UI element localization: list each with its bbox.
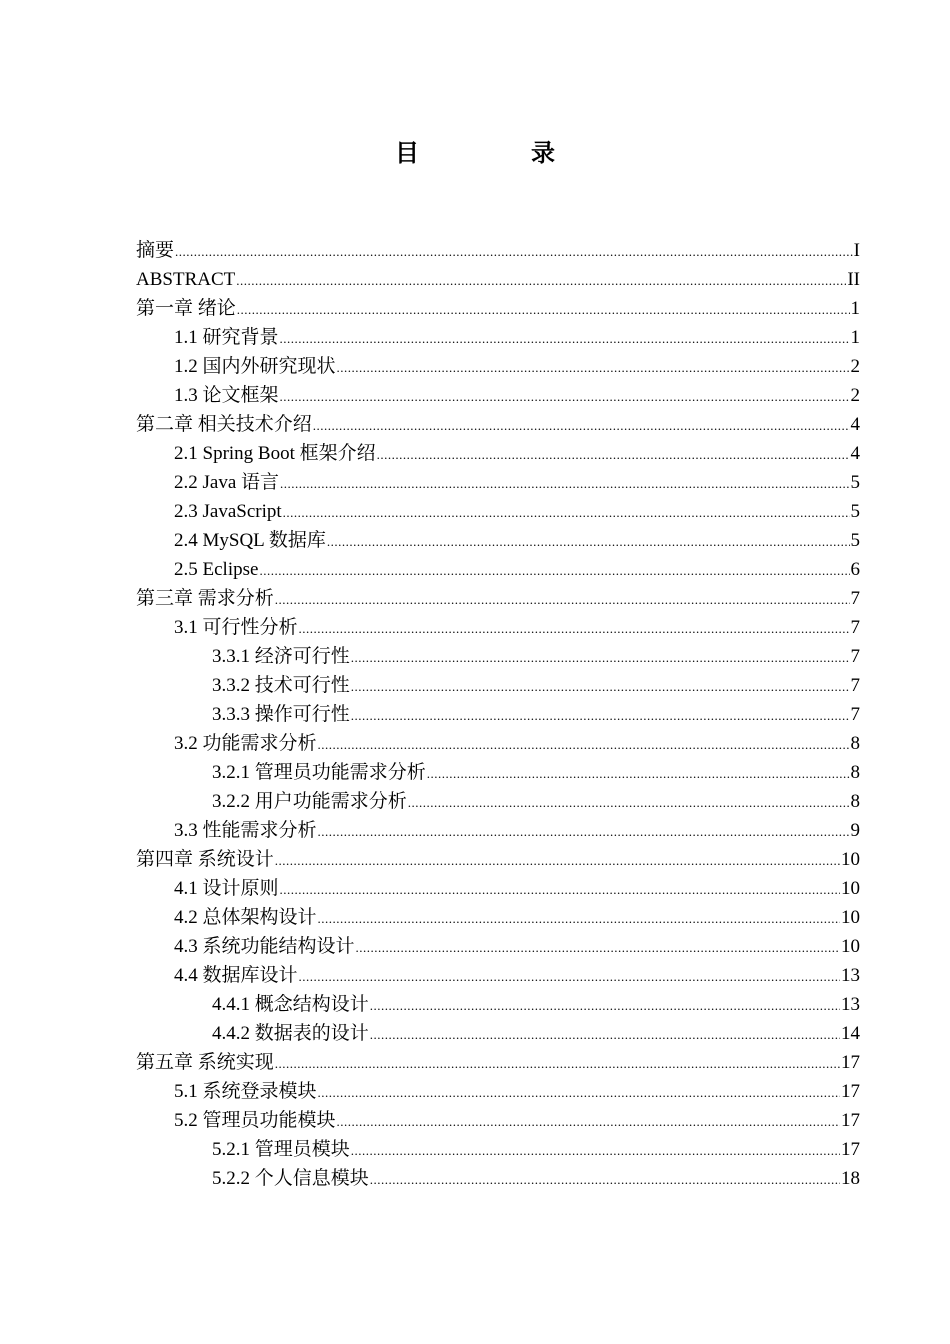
- toc-leader-dots: [318, 817, 850, 846]
- toc-entry[interactable]: [136, 1019, 860, 1048]
- toc-entry-label: 3.3.2 技术可行性: [212, 675, 350, 696]
- toc-entry-page: 17: [841, 1081, 860, 1102]
- toc-entry-label: 2.5 Eclipse: [174, 559, 259, 580]
- toc-entry-page: 4: [850, 443, 860, 464]
- table-of-contents: [136, 236, 860, 1193]
- toc-entry-page: 5: [850, 501, 860, 522]
- toc-entry-label: 3.3 性能需求分析: [174, 820, 317, 841]
- toc-leader-dots: [318, 730, 850, 759]
- toc-entry-label: 4.1 设计原则: [174, 878, 279, 899]
- toc-entry-label: ABSTRACT: [136, 269, 236, 290]
- toc-entry-page: 7: [850, 646, 860, 667]
- toc-entry[interactable]: [136, 584, 860, 613]
- toc-entry[interactable]: [136, 555, 860, 584]
- toc-entry-label: 第三章 需求分析: [136, 588, 274, 609]
- toc-leader-dots: [337, 353, 850, 382]
- toc-entry-page: 7: [850, 675, 860, 696]
- toc-leader-dots: [351, 643, 850, 672]
- toc-entry-label: 4.4 数据库设计: [174, 965, 298, 986]
- toc-entry[interactable]: [136, 932, 860, 961]
- toc-title: 目 录: [395, 139, 599, 167]
- toc-entry[interactable]: [136, 613, 860, 642]
- toc-entry-page: 2: [850, 385, 860, 406]
- toc-leader-dots: [337, 1107, 840, 1136]
- toc-entry-page: 17: [841, 1139, 860, 1160]
- toc-entry[interactable]: [136, 1135, 860, 1164]
- toc-entry[interactable]: [136, 497, 860, 526]
- toc-leader-dots: [275, 585, 850, 614]
- toc-entry-label: 5.1 系统登录模块: [174, 1081, 317, 1102]
- toc-entry-label: 第四章 系统设计: [136, 849, 274, 870]
- toc-entry-page: 13: [841, 994, 860, 1015]
- toc-entry-label: 1.2 国内外研究现状: [174, 356, 336, 377]
- toc-entry-label: 3.2 功能需求分析: [174, 733, 317, 754]
- toc-entry[interactable]: [136, 961, 860, 990]
- toc-entry-page: 17: [841, 1052, 860, 1073]
- toc-entry-page: I: [853, 240, 860, 261]
- toc-entry-label: 1.3 论文框架: [174, 385, 279, 406]
- toc-entry[interactable]: [136, 526, 860, 555]
- toc-leader-dots: [259, 556, 849, 585]
- toc-entry-label: 第一章 绪论: [136, 298, 236, 319]
- toc-entry-page: 10: [841, 907, 860, 928]
- toc-leader-dots: [408, 788, 850, 817]
- toc-entry-page: 14: [841, 1023, 860, 1044]
- toc-leader-dots: [275, 1049, 840, 1078]
- toc-entry[interactable]: [136, 1164, 860, 1193]
- toc-leader-dots: [283, 498, 850, 527]
- toc-entry-page: II: [847, 269, 860, 290]
- toc-entry-label: 5.2 管理员功能模块: [174, 1110, 336, 1131]
- toc-entry-page: 5: [850, 530, 860, 551]
- toc-leader-dots: [275, 846, 840, 875]
- toc-entry-label: 4.3 系统功能结构设计: [174, 936, 355, 957]
- toc-entry-label: 5.2.1 管理员模块: [212, 1139, 350, 1160]
- toc-entry[interactable]: [136, 323, 860, 352]
- toc-entry-page: 1: [850, 327, 860, 348]
- toc-entry-label: 2.4 MySQL 数据库: [174, 530, 326, 551]
- toc-entry-page: 4: [850, 414, 860, 435]
- toc-entry-page: 10: [841, 878, 860, 899]
- toc-entry[interactable]: [136, 758, 860, 787]
- toc-entry-label: 第五章 系统实现: [136, 1052, 274, 1073]
- toc-entry[interactable]: [136, 236, 860, 265]
- toc-entry-label: 3.3.1 经济可行性: [212, 646, 350, 667]
- toc-entry[interactable]: [136, 1106, 860, 1135]
- toc-entry-page: 10: [841, 936, 860, 957]
- toc-entry-label: 3.3.3 操作可行性: [212, 704, 350, 725]
- toc-leader-dots: [313, 411, 850, 440]
- toc-entry[interactable]: [136, 439, 860, 468]
- toc-leader-dots: [280, 382, 850, 411]
- toc-entry[interactable]: [136, 468, 860, 497]
- toc-entry-label: 3.2.1 管理员功能需求分析: [212, 762, 426, 783]
- toc-entry-page: 13: [841, 965, 860, 986]
- toc-entry-label: 摘要: [136, 240, 175, 261]
- toc-entry-page: 9: [850, 820, 860, 841]
- toc-entry[interactable]: [136, 1048, 860, 1077]
- toc-entry-label: 2.2 Java 语言: [174, 472, 280, 493]
- toc-leader-dots: [318, 904, 840, 933]
- toc-entry[interactable]: [136, 816, 860, 845]
- toc-entry[interactable]: [136, 642, 860, 671]
- toc-leader-dots: [370, 1020, 840, 1049]
- toc-entry-label: 4.4.2 数据表的设计: [212, 1023, 369, 1044]
- toc-leader-dots: [370, 1165, 840, 1194]
- toc-entry-page: 8: [850, 762, 860, 783]
- toc-leader-dots: [351, 1136, 840, 1165]
- toc-leader-dots: [377, 440, 850, 469]
- toc-entry-page: 17: [841, 1110, 860, 1131]
- toc-entry[interactable]: [136, 990, 860, 1019]
- toc-leader-dots: [299, 962, 840, 991]
- toc-entry[interactable]: [136, 381, 860, 410]
- toc-entry[interactable]: [136, 874, 860, 903]
- toc-entry-page: 6: [850, 559, 860, 580]
- toc-entry-label: 2.1 Spring Boot 框架介绍: [174, 443, 376, 464]
- toc-leader-dots: [280, 469, 849, 498]
- toc-entry[interactable]: [136, 700, 860, 729]
- toc-entry-label: 5.2.2 个人信息模块: [212, 1168, 369, 1189]
- toc-entry[interactable]: [136, 1077, 860, 1106]
- toc-entry-page: 5: [850, 472, 860, 493]
- toc-leader-dots: [356, 933, 840, 962]
- toc-leader-dots: [351, 672, 850, 701]
- toc-entry[interactable]: [136, 671, 860, 700]
- toc-entry-page: 7: [850, 704, 860, 725]
- toc-leader-dots: [280, 324, 850, 353]
- toc-leader-dots: [327, 527, 850, 556]
- toc-entry[interactable]: [136, 903, 860, 932]
- toc-entry-page: 18: [841, 1168, 860, 1189]
- toc-leader-dots: [351, 701, 850, 730]
- toc-entry[interactable]: [136, 729, 860, 758]
- toc-entry-label: 3.2.2 用户功能需求分析: [212, 791, 407, 812]
- toc-leader-dots: [280, 875, 840, 904]
- toc-entry[interactable]: [136, 787, 860, 816]
- toc-entry-page: 10: [841, 849, 860, 870]
- toc-leader-dots: [237, 295, 850, 324]
- toc-leader-dots: [175, 237, 853, 266]
- toc-entry-page: 8: [850, 791, 860, 812]
- toc-leader-dots: [318, 1078, 840, 1107]
- toc-entry-page: 1: [850, 298, 860, 319]
- toc-leader-dots: [427, 759, 850, 788]
- toc-entry[interactable]: [136, 845, 860, 874]
- toc-entry-label: 4.2 总体架构设计: [174, 907, 317, 928]
- toc-entry-page: 7: [850, 588, 860, 609]
- toc-entry[interactable]: [136, 265, 860, 294]
- toc-entry-label: 4.4.1 概念结构设计: [212, 994, 369, 1015]
- toc-entry[interactable]: [136, 294, 860, 323]
- toc-entry[interactable]: [136, 410, 860, 439]
- toc-entry-page: 2: [850, 356, 860, 377]
- toc-leader-dots: [236, 266, 846, 295]
- toc-entry[interactable]: [136, 352, 860, 381]
- toc-entry-label: 1.1 研究背景: [174, 327, 279, 348]
- toc-entry-page: 8: [850, 733, 860, 754]
- toc-leader-dots: [370, 991, 840, 1020]
- toc-leader-dots: [299, 614, 850, 643]
- toc-entry-label: 第二章 相关技术介绍: [136, 414, 312, 435]
- toc-entry-page: 7: [850, 617, 860, 638]
- toc-entry-label: 3.1 可行性分析: [174, 617, 298, 638]
- toc-entry-label: 2.3 JavaScript: [174, 501, 282, 522]
